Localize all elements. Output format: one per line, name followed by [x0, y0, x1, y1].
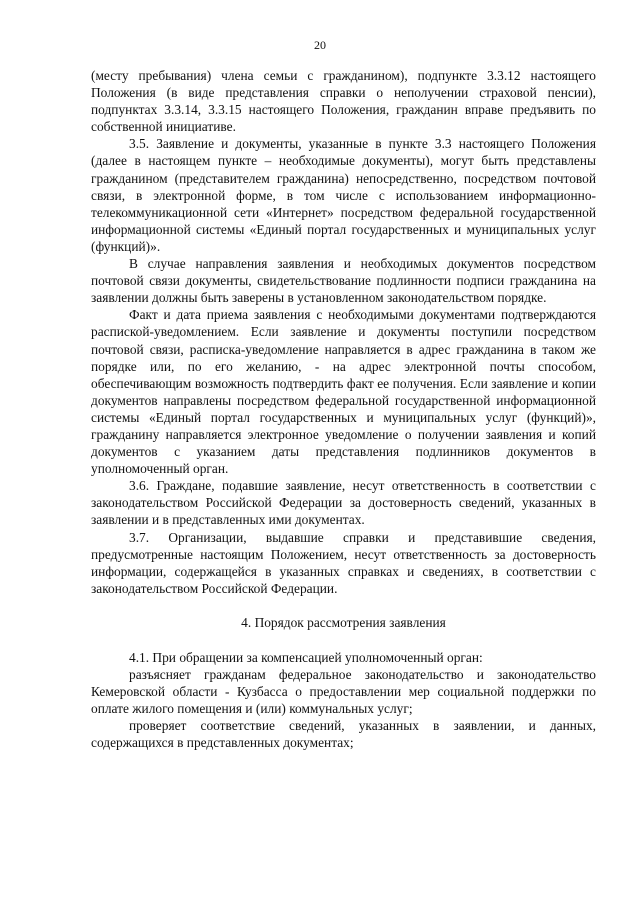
paragraph-4-1: 4.1. При обращении за компенсацией уполномоченный орган: [129, 650, 483, 665]
paragraph-3-7: 3.7. Организации, выдавшие справки и представившие сведения, предусмотренные настоящим Положением, несут ответственность за достоверность информации, содержащейся в указанных справках и сведениях, в соответствии с законодательством Российской Федерации. [91, 529, 596, 596]
document-body [91, 67, 596, 752]
paragraph-explains: разъясняет гражданам федеральное законодательство и законодательство Кемеровской области - Кузбасса о предоставлении мер социальной поддержки по оплате жилого помещения и (или) коммунальных услуг; [91, 667, 596, 717]
paragraph-continuation: (месту пребывания) члена семьи с гражданином), подпункте 3.3.12 настоящего Положения (в виде представления справки о неполучении страховой пенсии), подпунктах 3.3.14, 3.3.15 настоящего Положения, гражданин вправе предъявить по собственной инициативе. [91, 68, 596, 135]
paragraph-3-6: 3.6. Граждане, подавшие заявление, несут ответственность в соответствии с законодательством Российской Федерации за достоверность сведений, указанных в заявлении и в представленных ими документах. [91, 478, 596, 528]
paragraph-postal-submission: В случае направления заявления и необходимых документов посредством почтовой связи документы, свидетельствование подлинности подписи гражданина на заявлении должны быть заверены в установленном законодательством порядке. [91, 256, 596, 306]
page-number: 20 [314, 38, 326, 52]
section-heading: 4. Порядок рассмотрения заявления [241, 614, 446, 630]
paragraph-checks: проверяет соответствие сведений, указанных в заявлении, и данных, содержащихся в представленных документах; [91, 718, 596, 751]
paragraph-receipt-notice: Факт и дата приема заявления с необходимыми документами подтверждаются распиской-уведомлением. Если заявление и документы поступили посредством почтовой связи, расписка-уведомление направляется в адрес гражданина в таком же порядке или, по его желанию, - на адрес электронной почты способом, обеспечивающим возможность подтвердить факт ее получения. Если заявление и копии документов направлены посредством федеральной государственной информационной системы «Единый портал государственных и муниципальных услуг (функций)», гражданину направляется электронное уведомление о получении заявления и копий документов с указанием даты представления подлинников документов в уполномоченный орган. [91, 307, 596, 477]
paragraph-3-5: 3.5. Заявление и документы, указанные в пункте 3.3 настоящего Положения (далее в настоящем пункте – необходимые документы), могут быть представлены гражданином (представителем гражданина) непосредственно, посредством почтовой связи, в электронной форме, в том числе с использованием информационно-телекоммуникационной сети «Интернет» посредством федеральной государственной информационной системы «Единый портал государственных и муниципальных услуг (функций)». [91, 136, 596, 254]
